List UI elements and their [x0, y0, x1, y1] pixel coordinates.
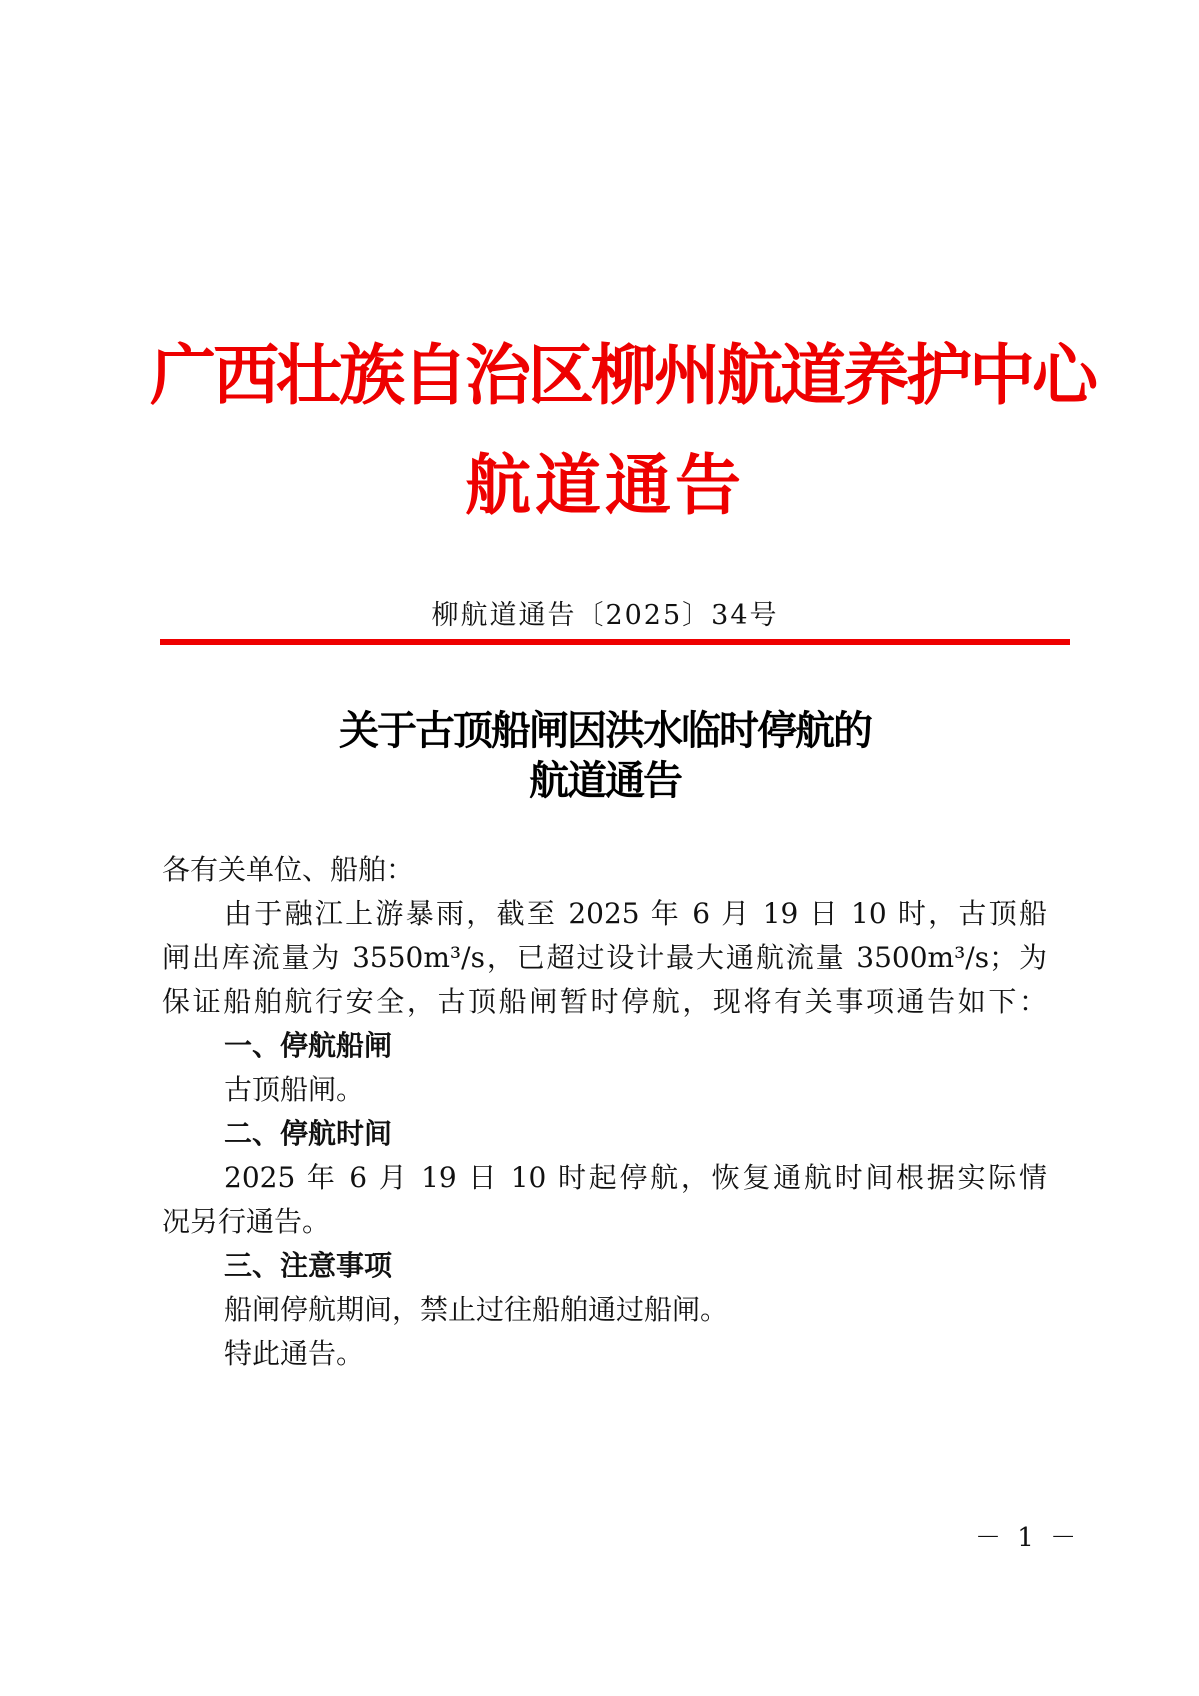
intro-line-2: 闸出库流量为 3550m³/s，已超过设计最大通航流量 3500m³/s；为: [162, 941, 1047, 974]
closing-statement: 特此通告。: [224, 1337, 365, 1370]
section-text-suspension-time-2: 况另行通告。: [162, 1205, 331, 1238]
red-divider-rule: [160, 639, 1070, 645]
document-type-heading: 航道通告: [465, 446, 745, 524]
section-heading-suspended-lock: 一、停航船闸: [224, 1029, 393, 1062]
section-heading-precautions: 三、注意事项: [224, 1249, 393, 1282]
document-number: 柳航道通告〔2025〕34号: [431, 600, 779, 631]
issuing-organization: 广西壮族自治区柳州航道养护中心: [150, 336, 1095, 414]
section-heading-suspension-time: 二、停航时间: [224, 1117, 393, 1150]
notice-title-line-1: 关于古顶船闸因洪水临时停航的: [339, 707, 871, 754]
intro-line-3: 保证船舶航行安全，古顶船闸暂时停航，现将有关事项通告如下：: [162, 985, 1047, 1018]
notice-title-line-2: 航道通告: [529, 757, 681, 804]
page-number: － 1 －: [975, 1523, 1081, 1553]
salutation: 各有关单位、船舶：: [162, 853, 415, 886]
section-text-suspended-lock: 古顶船闸。: [224, 1073, 365, 1106]
section-text-precautions: 船闸停航期间，禁止过往船舶通过船闸。: [224, 1293, 729, 1326]
notice-body: [162, 848, 1047, 1376]
section-text-suspension-time-1: 2025 年 6 月 19 日 10 时起停航，恢复通航时间根据实际情: [224, 1161, 1047, 1194]
intro-line-1: 由于融江上游暴雨，截至 2025 年 6 月 19 日 10 时，古顶船: [224, 897, 1047, 930]
